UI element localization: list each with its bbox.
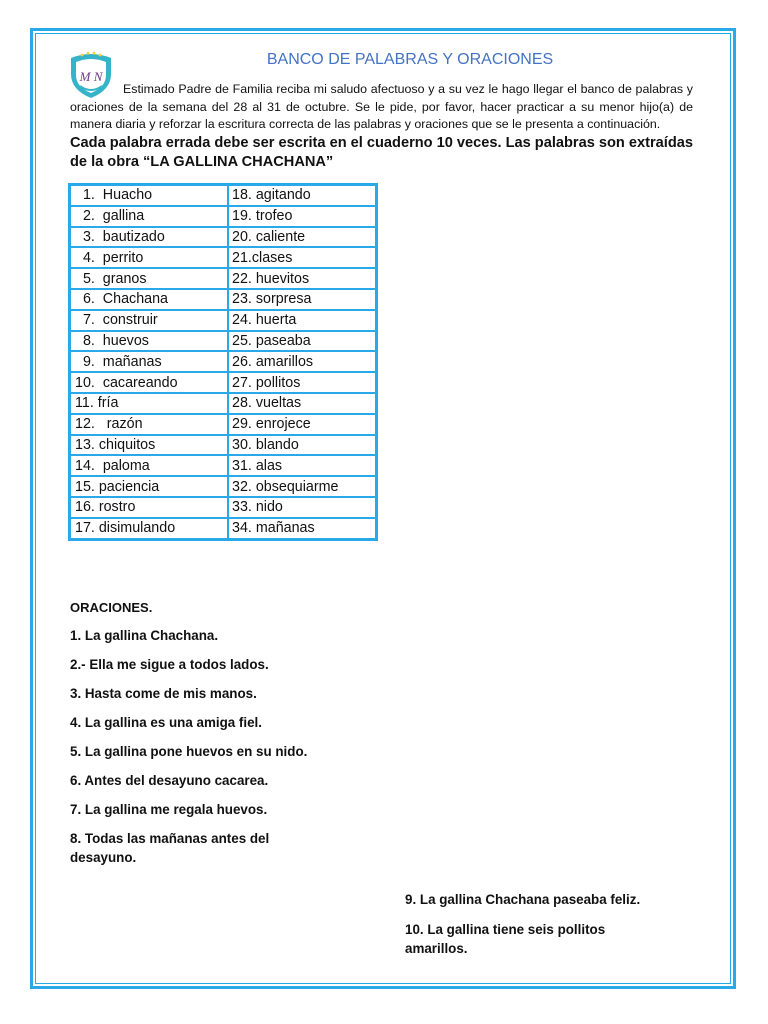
- sentence-5: 5. La gallina pone huevos en su nido.: [70, 744, 308, 759]
- word-row: [70, 476, 377, 497]
- word-cell-left: 3. bautizado: [70, 227, 229, 248]
- word-cell-right: 23. sorpresa: [228, 289, 377, 310]
- word-cell-left: 5. granos: [70, 268, 229, 289]
- word-row: [70, 331, 377, 352]
- word-cell-right: 18. agitando: [228, 185, 377, 206]
- word-cell-left: 17. disimulando: [70, 518, 229, 539]
- word-cell-right: 24. huerta: [228, 310, 377, 331]
- sentence-7: 7. La gallina me regala huevos.: [70, 802, 268, 817]
- page-title: BANCO DE PALABRAS Y ORACIONES: [266, 51, 554, 68]
- word-row: [70, 414, 377, 435]
- word-cell-left: 15. paciencia: [70, 476, 229, 497]
- word-cell-right: 34. mañanas: [228, 518, 377, 539]
- word-row: [70, 268, 377, 289]
- word-cell-right: 28. vueltas: [228, 393, 377, 414]
- word-cell-right: 30. blando: [228, 435, 377, 456]
- word-cell-left: 12. razón: [70, 414, 229, 435]
- word-cell-right: 21.clases: [228, 247, 377, 268]
- word-cell-left: 1. Huacho: [70, 185, 229, 206]
- word-row: [70, 497, 377, 518]
- word-row: [70, 518, 377, 539]
- word-cell-right: 27. pollitos: [228, 372, 377, 393]
- word-cell-right: 29. enrojece: [228, 414, 377, 435]
- sentence-10: 10. La gallina tiene seis pollitos amarillos.: [405, 922, 606, 956]
- word-cell-right: 25. paseaba: [228, 331, 377, 352]
- sentences-heading: ORACIONES.: [70, 600, 153, 615]
- sentence-9: 9. La gallina Chachana paseaba feliz.: [405, 892, 641, 907]
- word-row: [70, 310, 377, 331]
- word-cell-right: 26. amarillos: [228, 351, 377, 372]
- word-row: [70, 185, 377, 206]
- sentence-2: 2.- Ella me sigue a todos lados.: [70, 657, 269, 672]
- word-cell-left: 9. mañanas: [70, 351, 229, 372]
- word-cell-left: 8. huevos: [70, 331, 229, 352]
- word-cell-left: 6. Chachana: [70, 289, 229, 310]
- sentence-1: 1. La gallina Chachana.: [70, 628, 219, 643]
- sentence-6: 6. Antes del desayuno cacarea.: [70, 773, 269, 788]
- sentence-3: 3. Hasta come de mis manos.: [70, 686, 257, 701]
- word-row: [70, 247, 377, 268]
- word-cell-right: 22. huevitos: [228, 268, 377, 289]
- word-row: [70, 455, 377, 476]
- word-row: [70, 227, 377, 248]
- sentence-4: 4. La gallina es una amiga fiel.: [70, 715, 263, 730]
- intro-paragraph: Estimado Padre de Familia reciba mi saludo afectuoso y a su vez le hago llegar el banco de palabras y oraciones de la semana del 28 al 31 de octubre. Se le pide, por favor, hacer practicar a su menor hijo(a) de manera diaria y reforzar la escritura correcta de las palabras y oraciones que se le presenta a continuación.: [70, 82, 693, 131]
- word-row: [70, 393, 377, 414]
- instruction-paragraph: Cada palabra errada debe ser escrita en el cuaderno 10 veces. Las palabras son extraídas de la obra “LA GALLINA CHACHANA”: [70, 135, 693, 170]
- sentence-8: 8. Todas las mañanas antes del desayuno.: [70, 831, 270, 865]
- word-cell-left: 11. fría: [70, 393, 229, 414]
- word-cell-left: 4. perrito: [70, 247, 229, 268]
- word-row: [70, 435, 377, 456]
- word-row: [70, 206, 377, 227]
- word-cell-right: 19. trofeo: [228, 206, 377, 227]
- word-cell-left: 2. gallina: [70, 206, 229, 227]
- svg-text:M N: M N: [79, 69, 103, 84]
- word-cell-left: 7. construir: [70, 310, 229, 331]
- word-bank-table: [68, 183, 378, 541]
- word-row: [70, 351, 377, 372]
- word-row: [70, 289, 377, 310]
- word-cell-right: 20. caliente: [228, 227, 377, 248]
- word-cell-right: 31. alas: [228, 455, 377, 476]
- word-cell-left: 16. rostro: [70, 497, 229, 518]
- word-cell-left: 10. cacareando: [70, 372, 229, 393]
- word-cell-left: 13. chiquitos: [70, 435, 229, 456]
- word-cell-right: 33. nido: [228, 497, 377, 518]
- word-row: [70, 372, 377, 393]
- word-cell-right: 32. obsequiarme: [228, 476, 377, 497]
- word-cell-left: 14. paloma: [70, 455, 229, 476]
